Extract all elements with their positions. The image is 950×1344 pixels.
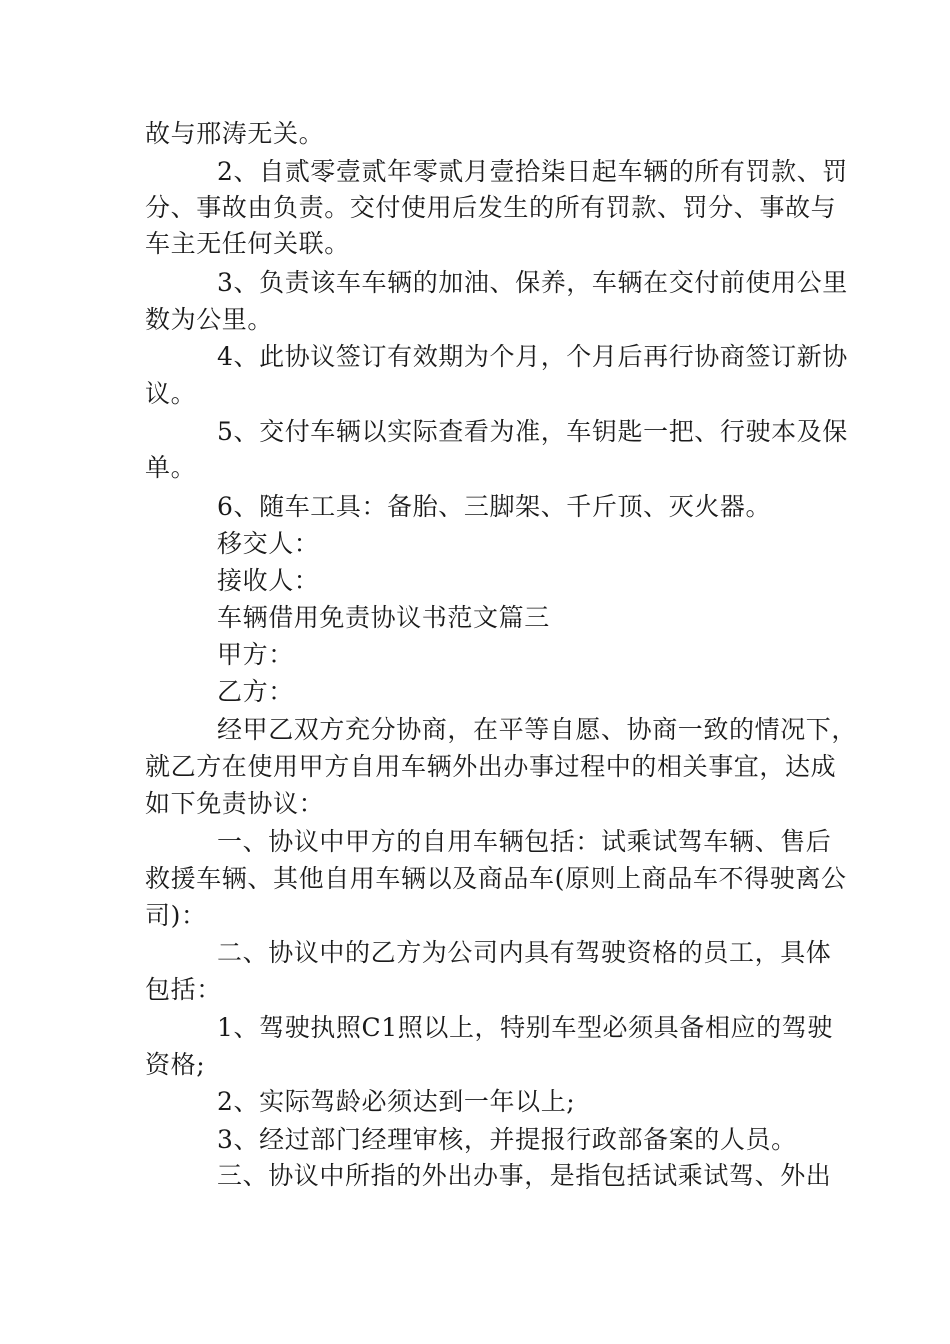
text-line: 2、自贰零壹贰年零贰月壹拾柒日起车辆的所有罚款、罚 — [217, 157, 848, 186]
text-line: 5、交付车辆以实际查看为准，车钥匙一把、行驶本及保 — [217, 417, 848, 446]
text-line: 二、协议中的乙方为公司内具有驾驶资格的员工，具体 — [217, 938, 832, 967]
text-line: 数为公里。 — [145, 305, 274, 334]
text-line: 接收人： — [217, 566, 320, 595]
text-line: 车辆借用免责协议书范文篇三 — [217, 603, 550, 632]
text-line: 议。 — [145, 379, 197, 408]
text-line: 故与邢涛无关。 — [145, 119, 325, 148]
text-line: 就乙方在使用甲方自用车辆外出办事过程中的相关事宜，达成 — [145, 752, 837, 781]
text-line: 一、协议中甲方的自用车辆包括：试乘试驾车辆、售后 — [217, 827, 832, 856]
text-line: 如下免责协议： — [145, 789, 325, 818]
text-line: 3、负责该车车辆的加油、保养，车辆在交付前使用公里 — [217, 268, 848, 297]
text-line: 单。 — [145, 453, 197, 482]
text-line: 包括： — [145, 975, 222, 1004]
text-line: 司)： — [145, 901, 207, 930]
text-line: 乙方： — [217, 677, 294, 706]
text-line: 资格; — [145, 1050, 206, 1079]
text-line: 移交人： — [217, 529, 320, 558]
text-line: 经甲乙双方充分协商，在平等自愿、协商一致的情况下， — [217, 715, 858, 744]
text-line: 3、经过部门经理审核，并提报行政部备案的人员。 — [217, 1125, 797, 1154]
text-line: 救援车辆、其他自用车辆以及商品车(原则上商品车不得驶离公 — [145, 864, 847, 893]
text-line: 三、协议中所指的外出办事，是指包括试乘试驾、外出 — [217, 1161, 832, 1190]
text-line: 车主无任何关联。 — [145, 229, 350, 258]
text-line: 6、随车工具：备胎、三脚架、千斤顶、灭火器。 — [217, 492, 772, 521]
text-line: 4、此协议签订有效期为个月，个月后再行协商签订新协 — [217, 342, 848, 371]
text-line: 分、事故由负责。交付使用后发生的所有罚款、罚分、事故与 — [145, 193, 837, 222]
text-line: 甲方： — [217, 640, 294, 669]
text-line: 2、实际驾龄必须达到一年以上; — [217, 1087, 576, 1116]
text-line: 1、驾驶执照C1照以上，特别车型必须具备相应的驾驶 — [217, 1013, 833, 1042]
